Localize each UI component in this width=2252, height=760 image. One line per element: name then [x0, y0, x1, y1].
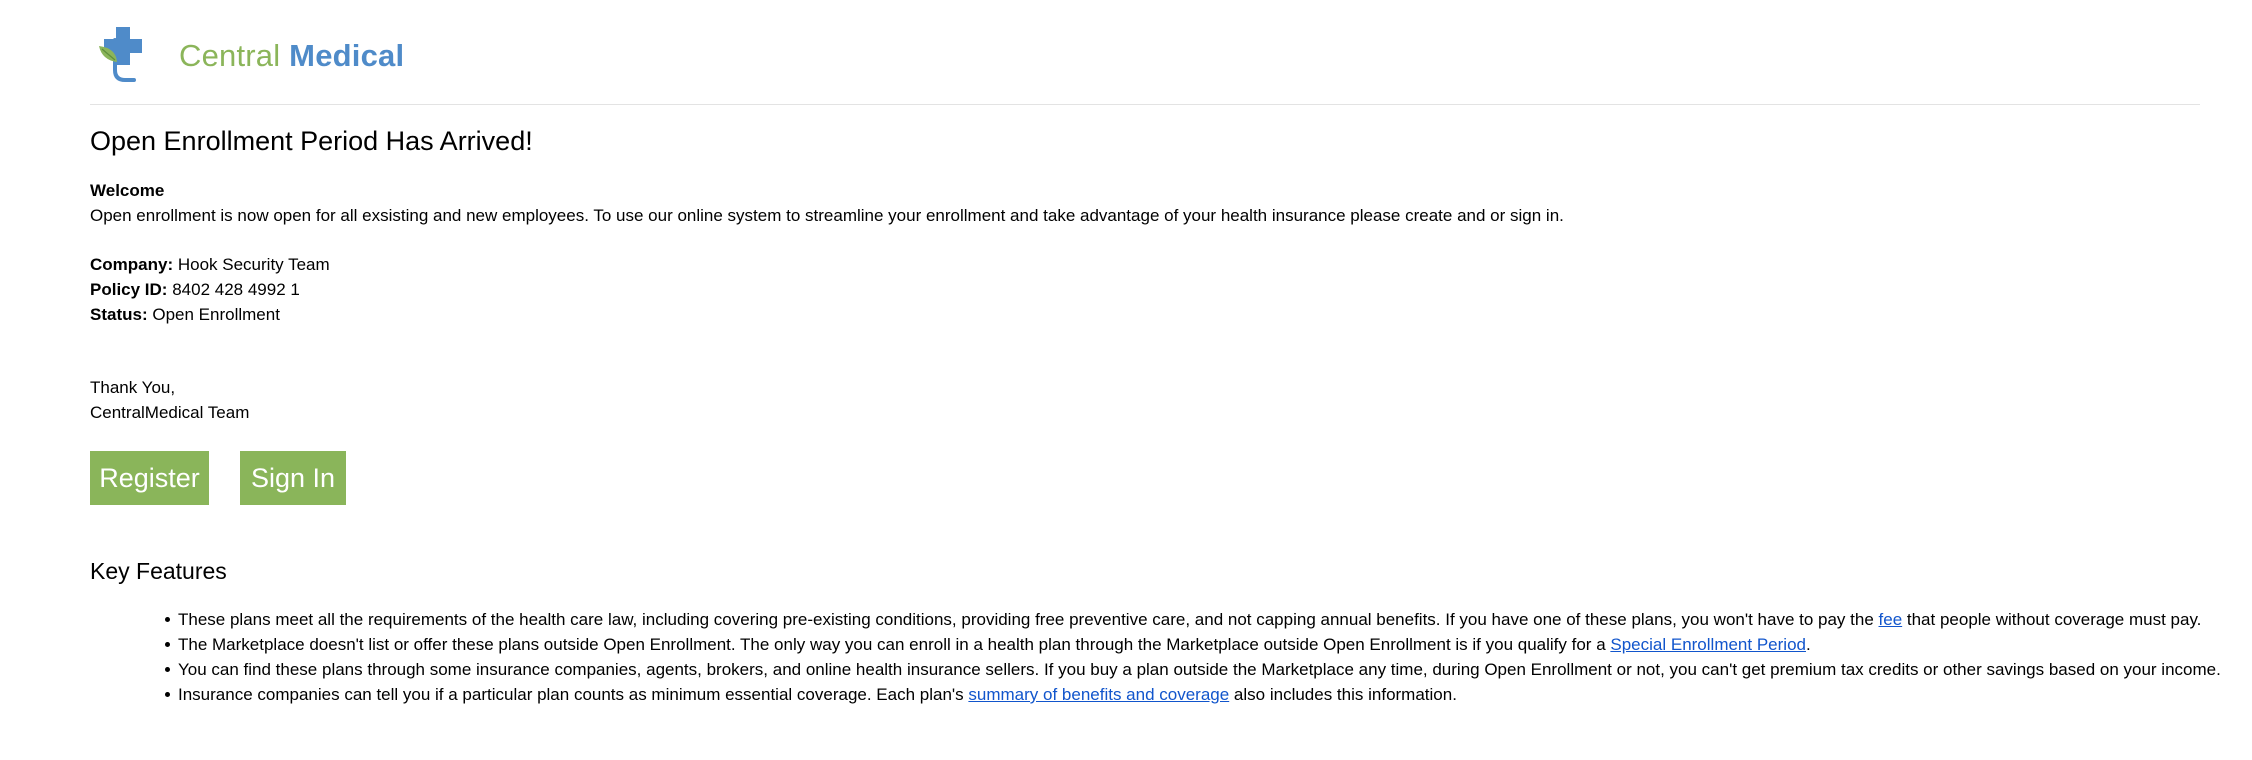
summary-of-benefits-link[interactable]: summary of benefits and coverage: [968, 685, 1230, 704]
status-row: [90, 302, 330, 327]
company-row: [90, 252, 330, 277]
signoff-line-2: CentralMedical Team: [90, 403, 250, 422]
policy-id-row: [90, 277, 330, 302]
welcome-heading: Welcome: [90, 181, 165, 200]
status-label: Status:: [90, 305, 148, 324]
company-value: Hook Security Team: [177, 255, 330, 274]
signoff-line-1: Thank You,: [90, 378, 176, 397]
welcome-block: [90, 178, 1564, 228]
feature-1-text-end: that people without coverage must pay.: [1902, 610, 2202, 629]
feature-3-text: You can find these plans through some insurance companies, agents, brokers, and online health insurance sellers. If you buy a plan outside the Marketplace any time, during Open Enrollment or not, you can't get premium tax credits or other savings based on your income.: [178, 660, 2221, 679]
sign-in-button[interactable]: Sign In: [240, 451, 346, 505]
list-item: [178, 632, 2221, 657]
brand-name: [179, 37, 405, 73]
feature-4-text-end: also includes this information.: [1229, 685, 1457, 704]
page-title: Open Enrollment Period Has Arrived!: [90, 126, 533, 156]
feature-2-text: The Marketplace doesn't list or offer these plans outside Open Enrollment. The only way you can enroll in a health plan through the Marketplace outside Open Enrollment is if you qualify for a: [178, 635, 1611, 654]
key-features-list: [0, 607, 2221, 707]
key-features-title: Key Features: [90, 558, 227, 584]
header: [90, 20, 2200, 105]
list-item: [178, 682, 2221, 707]
list-item: [178, 607, 2221, 632]
policy-id-value: 8402 428 4992 1: [172, 280, 300, 299]
policy-details: [90, 252, 330, 327]
welcome-body: Open enrollment is now open for all exsisting and new employees. To use our online system to streamline your enrollment and take advantage of your health insurance please create and or sign in.: [90, 206, 1564, 225]
signoff: [90, 375, 249, 425]
register-button[interactable]: Register: [90, 451, 209, 505]
company-label: Company:: [90, 255, 174, 274]
list-item: [178, 657, 2221, 682]
medical-cross-leaf-icon: [94, 24, 156, 86]
brand-name-medical: Medical: [289, 37, 405, 73]
logo: [94, 24, 404, 86]
special-enrollment-period-link[interactable]: Special Enrollment Period: [1610, 635, 1806, 654]
status-value: Open Enrollment: [152, 305, 280, 324]
fee-link[interactable]: fee: [1878, 610, 1903, 629]
feature-1-text: These plans meet all the requirements of the health care law, including covering pre-existing conditions, providing free preventive care, and not capping annual benefits. If you have one of these plans, you won't have to pay the: [178, 610, 1879, 629]
brand-name-central: Central: [179, 37, 281, 73]
feature-2-text-end: .: [1805, 635, 1811, 654]
feature-4-text: Insurance companies can tell you if a particular plan counts as minimum essential coverage. Each plan's: [178, 685, 969, 704]
policy-id-label: Policy ID:: [90, 280, 168, 299]
